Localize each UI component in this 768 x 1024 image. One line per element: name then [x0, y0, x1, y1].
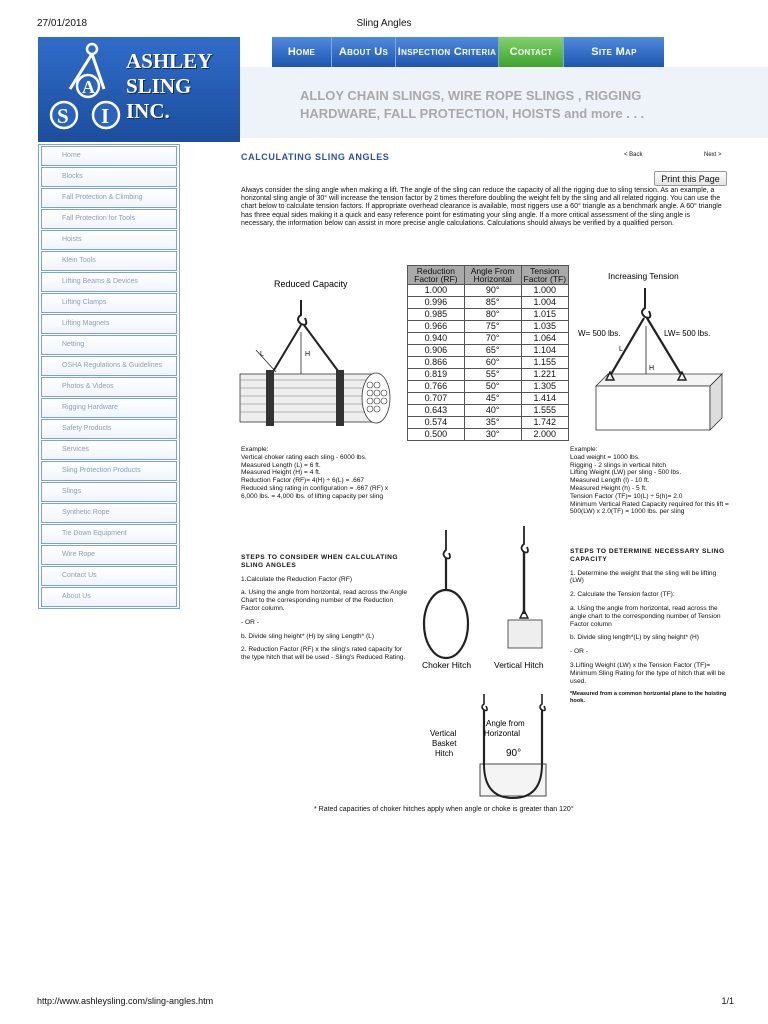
tension-factor-cell: 1.305	[521, 381, 568, 393]
angle-cell: 50°	[464, 381, 521, 393]
basket-label-1: Vertical	[430, 729, 457, 738]
print-title: Sling Angles	[356, 18, 412, 29]
vertical-load	[508, 620, 542, 648]
sidebar-item-netting[interactable]: Netting	[41, 335, 177, 355]
sidebar-menu	[38, 144, 180, 609]
tension-factor-cell: 2.000	[521, 429, 568, 441]
intro-paragraph: Always consider the sling angle when making a lift. The angle of the sling can reduce the capacity of all the rigging due to sling tension. As an example, a horizontal sling angle of 30° will increase the tension factor by 2 times therefore doubling the weight felt by the sling and all related rigging. You can use the chart below to calculate tension factors. If appropriate overhead clearance is available, most riggers use a 60° triangle as a benchmark angle. A 60° triangle has three equal sides making it a quick and easy reference point for estimating your sling angle. If a more critical assessment of the sling angle is necessary, the information below can assist in more precise angle calculations. Calculations should always be verified by a qualified person.	[241, 187, 722, 227]
reduction-factor-cell: 0.500	[408, 429, 465, 441]
nav-about-us[interactable]: About Us	[332, 37, 396, 67]
angle-cell: 30°	[464, 429, 521, 441]
example-line: Minimum Vertical Rated Capacity required for this lift = 500(LW) x 2.0(TF) = 1000 lbs. per sling	[570, 500, 729, 516]
example-line: Example:	[241, 446, 269, 453]
tension-factor-cell: 1.414	[521, 393, 568, 405]
steps-sling-angles	[241, 554, 409, 668]
choker-hitch-label: Choker Hitch	[422, 660, 472, 670]
reduction-factor-cell: 0.766	[408, 381, 465, 393]
table-row	[408, 321, 569, 333]
reduction-factor-cell: 0.906	[408, 345, 465, 357]
angle-cell: 80°	[464, 309, 521, 321]
basket-hitch-figure	[424, 690, 564, 802]
table-row	[408, 309, 569, 321]
table-row	[408, 285, 569, 297]
example-line: Measured Length (L) = 6 ft.	[241, 461, 321, 469]
height-label: H	[305, 351, 311, 358]
tension-factor-cell: 1.035	[521, 321, 568, 333]
table-row	[408, 333, 569, 345]
sling-emblem-icon	[44, 41, 134, 137]
step-item: 3.Lifting Weight (LW) x the Tension Factor (TF)= Minimum Sling Rating for the type of hitch that will be used.	[570, 661, 726, 685]
step-item: 2. Calculate the Tension factor (TF):	[570, 591, 675, 599]
example-line: Tension Factor (TF)= 10(L) ÷ 5(h)= 2.0	[570, 492, 683, 500]
tension-factor-cell: 1.221	[521, 369, 568, 381]
step-item: b. Divide sling length*(L) by sling height* (H)	[570, 634, 700, 642]
length-label: L	[260, 351, 264, 358]
reduced-capacity-title: Reduced Capacity	[274, 279, 348, 289]
header-angle: Angle From Horizontal	[464, 266, 521, 285]
angle-cell: 85°	[464, 297, 521, 309]
top-nav	[272, 37, 664, 67]
logo-underline	[38, 138, 240, 142]
tension-factor-cell: 1.104	[521, 345, 568, 357]
example-line: Measured Height (h) - 5 ft.	[570, 484, 647, 492]
steps-sling-capacity	[570, 548, 730, 711]
page-title: CALCULATING SLING ANGLES	[241, 152, 390, 162]
tension-factor-cell: 1.155	[521, 357, 568, 369]
header-reduction-factor: Reduction Factor (RF)	[408, 266, 465, 285]
sidebar-item-synthetic-rope[interactable]: Synthetic Rope	[41, 503, 177, 523]
horizontal-label: Horizontal	[484, 729, 521, 738]
sidebar-item-contact-us[interactable]: Contact Us	[41, 566, 177, 586]
angle-cell: 60°	[464, 357, 521, 369]
example-line: Measured Height (H) = 4 ft.	[241, 469, 321, 477]
angle-from-label: Angle from	[486, 719, 525, 728]
sidebar-item-klein-tools[interactable]: Klein Tools	[41, 251, 177, 271]
table-row	[408, 345, 569, 357]
nav-site-map[interactable]: Site Map	[564, 37, 664, 67]
tension-factor-cell: 1.015	[521, 309, 568, 321]
table-row	[408, 357, 569, 369]
reduction-factor-cell: 0.940	[408, 333, 465, 345]
vertical-hitch-label: Vertical Hitch	[494, 660, 544, 670]
reduction-factor-cell: 0.819	[408, 369, 465, 381]
next-link[interactable]: Next >	[704, 152, 722, 158]
sidebar-item-wire-rope[interactable]: Wire Rope	[41, 545, 177, 565]
nav-home[interactable]: Home	[272, 37, 332, 67]
sidebar-item-services[interactable]: Services	[41, 440, 177, 460]
table-row	[408, 393, 569, 405]
increasing-tension-title: Increasing Tension	[608, 271, 679, 281]
angle-cell: 40°	[464, 405, 521, 417]
sidebar-item-sling-protection-products[interactable]: Sling Protection Products	[41, 461, 177, 481]
sidebar-item-slings[interactable]: Slings	[41, 482, 177, 502]
step-item: a. Using the angle from horizontal, read across the angle chart to the corresponding number of Tension Factor column	[570, 604, 721, 628]
reduction-factor-cell: 0.996	[408, 297, 465, 309]
example-reduced-capacity	[241, 446, 406, 501]
sidebar-item-safety-products[interactable]: Safety Products	[41, 419, 177, 439]
hook-icon	[444, 530, 451, 558]
step-item: a. Using the angle from horizontal, read across the Angle Chart to the corresponding number of the Reduction Factor column.	[241, 589, 408, 612]
hook-icon	[642, 288, 650, 318]
step-item: - OR -	[241, 618, 259, 626]
angle-cell: 35°	[464, 417, 521, 429]
angle-cell: 65°	[464, 345, 521, 357]
step-item: b. Divide sling height* (H) by sling Length* (L)	[241, 632, 375, 640]
hook-icon	[540, 694, 545, 711]
table-row	[408, 297, 569, 309]
choker-loop	[424, 590, 468, 658]
sidebar-item-about-us[interactable]: About Us	[41, 587, 177, 607]
reduction-factor-cell: 0.707	[408, 393, 465, 405]
hook-icon	[482, 694, 487, 711]
step-item: 2. Reduction Factor (RF) x the sling's rated capacity for the type hitch that will be used - Sling's Reduced Rating.	[241, 646, 406, 662]
sidebar-item-lifting-magnets[interactable]: Lifting Magnets	[41, 314, 177, 334]
hook-icon	[522, 526, 529, 552]
angle-cell: 55°	[464, 369, 521, 381]
angle-value: 90°	[506, 748, 522, 759]
basket-label-2: Basket	[432, 739, 457, 748]
logo-letter-s: S	[57, 104, 69, 128]
logo-letter-i: I	[101, 104, 110, 128]
example-line: Vertical choker rating each sling - 6000 lbs.	[241, 453, 367, 461]
basket-label-3: Hitch	[435, 749, 454, 758]
example-increasing-tension	[570, 446, 730, 516]
tension-factor-cell: 1.000	[521, 285, 568, 297]
example-line: Reduction Factor (RF)= 4(H) ÷ 6(L) = .667	[241, 477, 365, 485]
step-item: 1. Determine the weight that the sling will be lifting (LW)	[570, 569, 717, 585]
reduced-capacity-figure	[236, 270, 404, 442]
sidebar-item-photos-videos[interactable]: Photos & Videos	[41, 377, 177, 397]
sling-angle-table	[407, 265, 569, 441]
company-name: ASHLEY SLING INC.	[126, 49, 213, 123]
left-weight-label: W= 500 lbs.	[578, 329, 621, 338]
steps-left-title: STEPS TO CONSIDER WHEN CALCULATING SLING ANGLES	[241, 554, 399, 569]
example-line: Load weight = 1000 lbs.	[570, 453, 640, 461]
example-line: Measured Length (l) - 10 ft.	[570, 477, 650, 485]
tension-factor-cell: 1.555	[521, 405, 568, 417]
sidebar-item-tie-down-equipment[interactable]: Tie Down Equipment	[41, 524, 177, 544]
hook-icon	[298, 300, 306, 325]
angle-cell: 75°	[464, 321, 521, 333]
height-label: H	[649, 365, 655, 372]
example-line: Reduced sling rating in configuration = .667 (RF) x 6,000 lbs. = 4,000 lbs. of lifting capacity per sling	[241, 484, 389, 500]
sidebar-item-home[interactable]: Home	[41, 146, 177, 166]
nav-inspection-criteria[interactable]: Inspection Criteria	[396, 37, 499, 67]
step-item: - OR -	[570, 648, 588, 656]
sidebar-item-fall-protection-climbing[interactable]: Fall Protection & Climbing	[41, 188, 177, 208]
sidebar-item-rigging-hardware[interactable]: Rigging Hardware	[41, 398, 177, 418]
choker-vertical-hitch-figure	[408, 524, 568, 674]
tension-factor-cell: 1.064	[521, 333, 568, 345]
load-block	[596, 386, 710, 430]
tagline: ALLOY CHAIN SLINGS, WIRE ROPE SLINGS , RIGGING HARDWARE, FALL PROTECTION, HOISTS and more . . .	[300, 88, 645, 121]
reduction-factor-cell: 0.574	[408, 417, 465, 429]
print-page-count: 1/1	[721, 996, 734, 1006]
reduction-factor-cell: 0.966	[408, 321, 465, 333]
steps-right-footnote: *Measured from a common horizontal plane to the hoisting hook.	[570, 691, 727, 704]
angle-cell: 70°	[464, 333, 521, 345]
print-url: http://www.ashleysling.com/sling-angles.htm	[37, 996, 214, 1006]
print-date: 27/01/2018	[37, 18, 88, 29]
tension-factor-cell: 1.742	[521, 417, 568, 429]
company-logo[interactable]	[38, 37, 240, 138]
reduction-factor-cell: 0.866	[408, 357, 465, 369]
tension-factor-cell: 1.004	[521, 297, 568, 309]
increasing-tension-figure	[570, 266, 730, 444]
table-row	[408, 369, 569, 381]
step-item: 1.Calculate the Reduction Factor (RF)	[241, 575, 353, 583]
reduction-factor-cell: 1.000	[408, 285, 465, 297]
rebar-bundle	[240, 370, 390, 426]
logo-letter-a: A	[82, 77, 95, 97]
sidebar-item-lifting-clamps[interactable]: Lifting Clamps	[41, 293, 177, 313]
reduction-factor-cell: 0.643	[408, 405, 465, 417]
table-row	[408, 405, 569, 417]
header-tension-factor: Tension Factor (TF)	[521, 266, 568, 285]
table-row	[408, 381, 569, 393]
sidebar-item-fall-protection-for-tools[interactable]: Fall Protection for Tools	[41, 209, 177, 229]
steps-right-title: STEPS TO DETERMINE NECESSARY SLING CAPACITY	[570, 548, 725, 563]
right-weight-label: LW= 500 lbs.	[664, 329, 711, 338]
length-label: L	[619, 346, 623, 353]
print-page-button[interactable]: Print this Page	[654, 171, 727, 186]
reduction-factor-cell: 0.985	[408, 309, 465, 321]
choker-footnote: * Rated capacities of choker hitches apply when angle or choke is greater than 120°	[314, 806, 574, 813]
example-line: Rigging - 2 slings in vertical hitch	[570, 461, 667, 469]
sidebar-item-osha-regulations-guidelines[interactable]: OSHA Regulations & Guidelines	[41, 356, 177, 376]
table-row	[408, 429, 569, 441]
table-row	[408, 417, 569, 429]
sidebar-item-hoists[interactable]: Hoists	[41, 230, 177, 250]
back-link[interactable]: < Back	[624, 152, 643, 158]
angle-cell: 45°	[464, 393, 521, 405]
example-line: Example:	[570, 446, 598, 453]
angle-cell: 90°	[464, 285, 521, 297]
example-line: Lifting Weight (LW) per sling - 500 lbs.	[570, 469, 682, 477]
sidebar-item-blocks[interactable]: Blocks	[41, 167, 177, 187]
basket-load	[480, 764, 546, 796]
nav-contact[interactable]: Contact	[499, 37, 564, 67]
sidebar-item-lifting-beams-devices[interactable]: Lifting Beams & Devices	[41, 272, 177, 292]
